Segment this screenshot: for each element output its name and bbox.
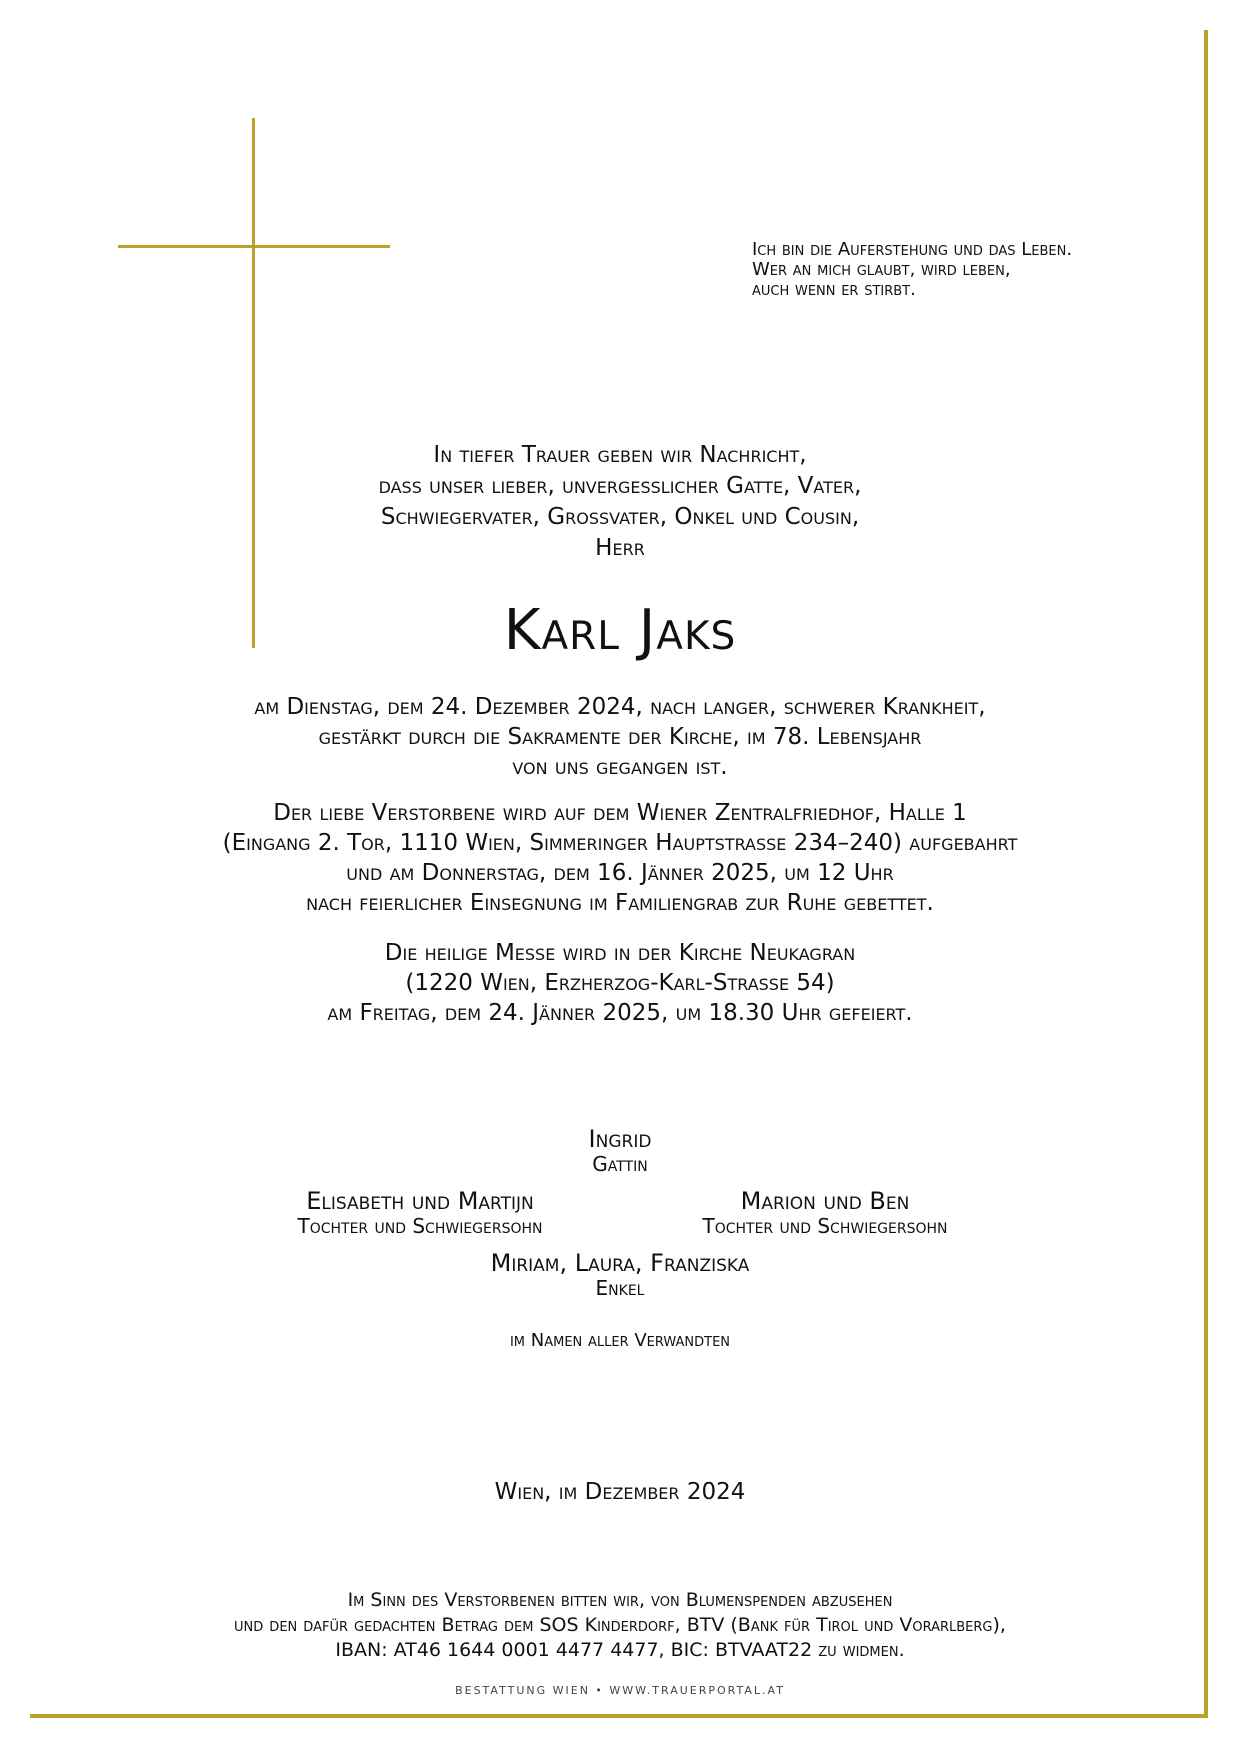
verse-line: Ich bin die Auferstehung und das Leben.: [752, 239, 1073, 260]
mourner-relation: Tochter und Schwiegersohn: [702, 1214, 948, 1238]
mourner-daughter-1: [200, 1187, 640, 1237]
frame-bottom-border: [30, 1714, 1208, 1718]
donation-request: [0, 1588, 1240, 1663]
mourner-name: Elisabeth und Martijn: [306, 1187, 534, 1215]
announcement-intro: [0, 440, 1240, 564]
death-line: gestärkt durch die Sakramente der Kirche, im 78. Lebensjahr: [318, 724, 922, 750]
mourner-relation: Enkel: [595, 1276, 645, 1300]
death-details: [0, 692, 1240, 782]
mass-line: Die heilige Messe wird in der Kirche Neukagran: [384, 940, 856, 966]
mourner-daughter-2: [610, 1187, 1040, 1237]
mourner-relation: Tochter und Schwiegersohn: [297, 1214, 543, 1238]
mourner-name: Miriam, Laura, Franziska: [490, 1249, 750, 1277]
funeral-line: und am Donnerstag, dem 16. Jänner 2025, um 12 Uhr: [346, 860, 894, 886]
mass-line: am Freitag, dem 24. Jänner 2025, um 18.30 Uhr gefeiert.: [327, 1000, 913, 1026]
intro-line: dass unser lieber, unvergesslicher Gatte, Vater,: [378, 473, 862, 499]
death-line: von uns gegangen ist.: [512, 754, 728, 780]
funeral-line: Der liebe Verstorbene wird auf dem Wiener Zentralfriedhof, Halle 1: [273, 800, 967, 826]
footer-credit: BESTATTUNG WIEN • WWW.TRAUERPORTAL.AT: [455, 1684, 785, 1697]
funeral-line: (Eingang 2. Tor, 1110 Wien, Simmeringer Hauptstrasse 234–240) aufgebahrt: [222, 830, 1018, 856]
funeral-line: nach feierlicher Einsegnung im Familiengrab zur Ruhe gebettet.: [306, 890, 934, 916]
cross-horizontal-bar: [118, 245, 390, 248]
place-date: Wien, im Dezember 2024: [494, 1479, 746, 1505]
bible-verse: [752, 240, 1072, 300]
verse-line: Wer an mich glaubt, wird leben,: [752, 259, 1011, 280]
mourner-name: Ingrid: [588, 1125, 652, 1153]
mass-line: (1220 Wien, Erzherzog-Karl-Strasse 54): [405, 970, 835, 996]
mourner-name: Marion und Ben: [740, 1187, 910, 1215]
intro-line: Schwiegervater, Grossvater, Onkel und Cousin,: [380, 504, 860, 530]
verse-line: auch wenn er stirbt.: [752, 279, 916, 300]
death-line: am Dienstag, dem 24. Dezember 2024, nach langer, schwerer Krankheit,: [254, 694, 986, 720]
mourner-spouse: [420, 1125, 820, 1175]
cross-vertical-bar: [252, 118, 255, 648]
relatives-line: im Namen aller Verwandten: [509, 1330, 731, 1351]
mourner-relation: Gattin: [592, 1152, 648, 1176]
intro-line: In tiefer Trauer geben wir Nachricht,: [433, 442, 807, 468]
donation-line: IBAN: AT46 1644 0001 4477 4477, BIC: BTVAAT22 zu widmen.: [335, 1639, 905, 1661]
deceased-name: Karl Jaks: [503, 598, 737, 663]
mass-details: [0, 938, 1240, 1028]
mourner-grandchildren: [420, 1249, 820, 1299]
funeral-details: [0, 798, 1240, 918]
donation-line: Im Sinn des Verstorbenen bitten wir, von Blumenspenden abzusehen: [347, 1589, 893, 1611]
intro-line: Herr: [595, 535, 645, 561]
donation-line: und den dafür gedachten Betrag dem SOS Kinderdorf, BTV (Bank für Tirol und Vorarlberg),: [234, 1614, 1006, 1636]
